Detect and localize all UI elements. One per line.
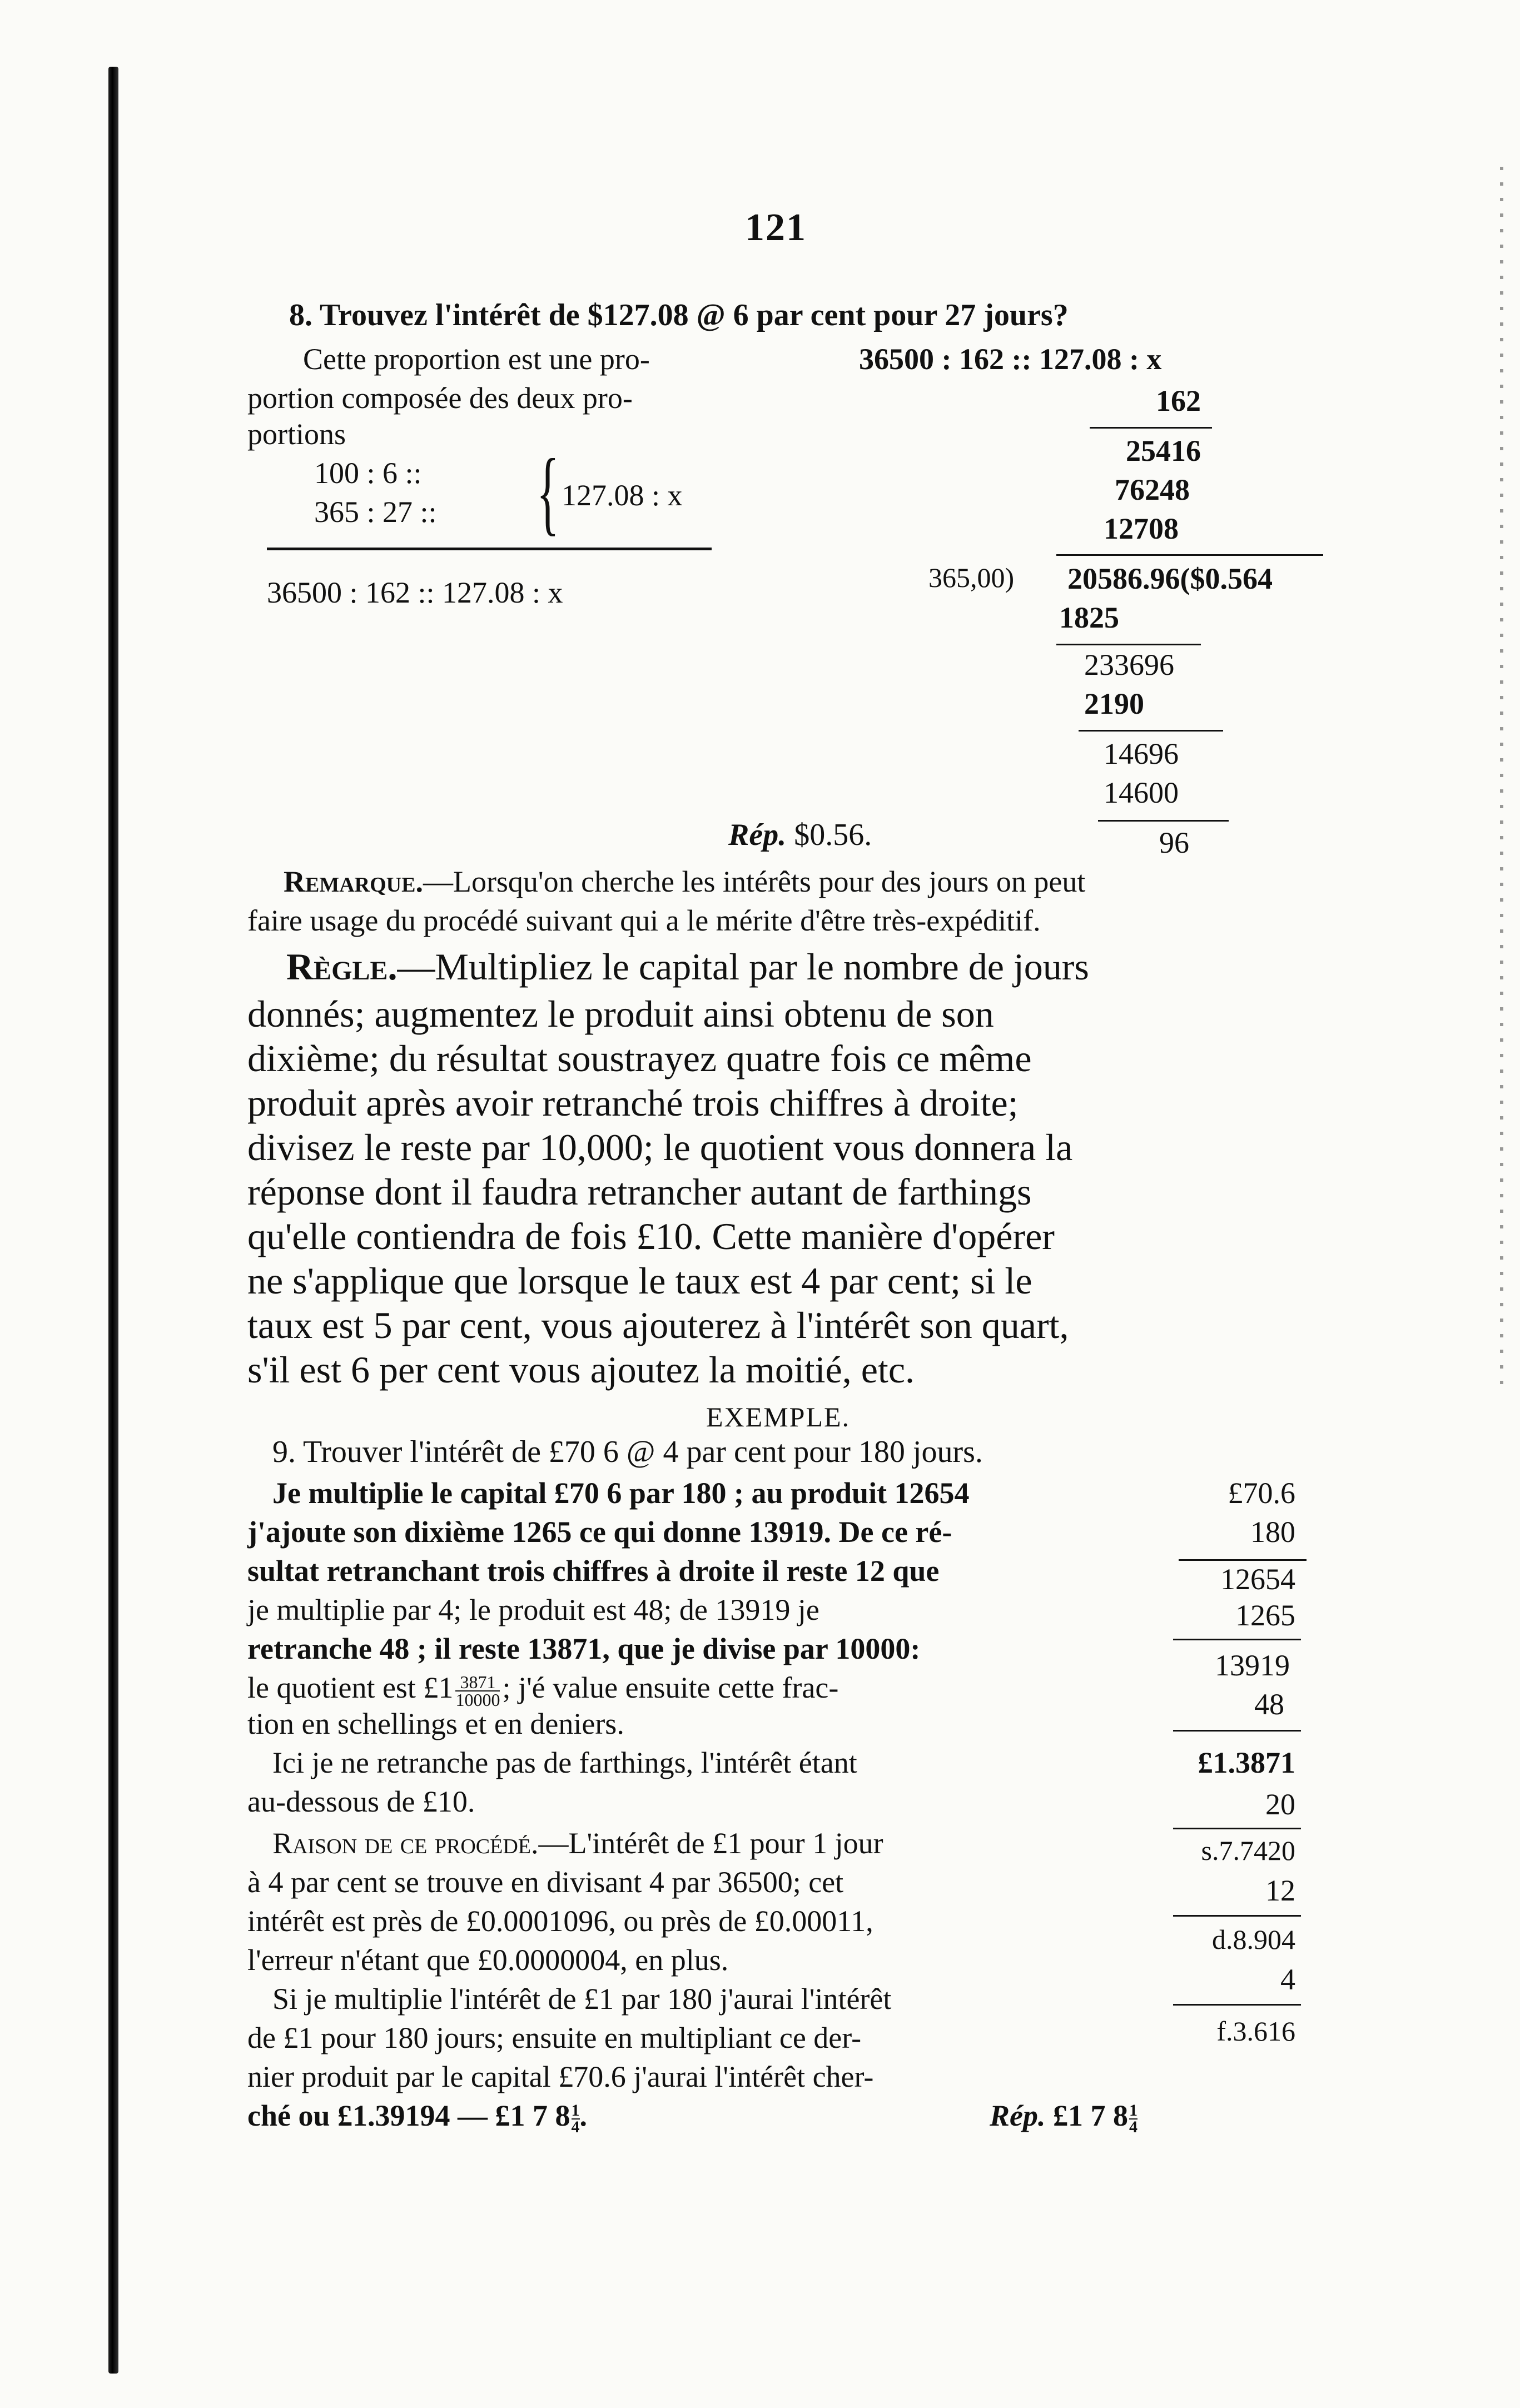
col-f-3-616: f.3.616 <box>1216 2016 1295 2047</box>
division-rule-1 <box>1056 644 1201 645</box>
mult-25416: 25416 <box>1126 434 1201 467</box>
regle-line-6: réponse dont il faudra retrancher autant de farthings <box>247 1171 1032 1213</box>
col-1-3871: £1.3871 <box>1198 1746 1295 1779</box>
problem9-line-1: Je multiplie le capital £70 6 par 180 ; au produit 12654 <box>272 1476 970 1510</box>
quotient-frac-num: 3871 <box>455 1674 500 1691</box>
dividend: 20586.96($0.564 <box>1067 562 1273 595</box>
division-step-1825: 1825 <box>1059 601 1119 634</box>
division-rule-3 <box>1098 820 1229 822</box>
problem8-left-text-2: portion composée des deux pro- <box>247 381 633 415</box>
mult-rule <box>1090 427 1212 429</box>
last-line-fraction <box>572 2103 580 2135</box>
answer-9 <box>990 2098 1137 2135</box>
regle-line-2: donnés; augmentez le produit ainsi obtenu de son <box>247 993 994 1035</box>
proportion-brace-right: 127.08 : x <box>562 479 683 512</box>
regle-label: Règle. <box>286 946 398 988</box>
last-frac-den: 4 <box>571 2117 580 2136</box>
proportion-1: 100 : 6 :: <box>314 456 422 490</box>
raison-line-2: à 4 par cent se trouve en divisant 4 par 36500; cet <box>247 1865 844 1899</box>
raison-text-1: —L'intérêt de £1 pour 1 jour <box>538 1827 883 1860</box>
regle-line-9: taux est 5 par cent, vous ajouterez à l'intérêt son quart, <box>247 1304 1069 1346</box>
col-48: 48 <box>1254 1688 1284 1721</box>
mult-sum-rule <box>1056 554 1323 556</box>
division-step-14696: 14696 <box>1104 737 1179 770</box>
mult-12708: 12708 <box>1104 512 1179 545</box>
col-12654: 12654 <box>1220 1563 1295 1596</box>
quotient-frac-den: 10000 <box>455 1689 500 1710</box>
col-180: 180 <box>1250 1515 1295 1549</box>
problem9-line-6 <box>247 1670 838 1708</box>
problem9-line-7: tion en schellings et en deniers. <box>247 1707 624 1740</box>
right-header-proportion: 36500 : 162 :: 127.08 : x <box>859 342 1162 376</box>
regle-line-4: produit après avoir retranché trois chiffres à droite; <box>247 1082 1019 1124</box>
regle-line-5: divisez le reste par 10,000; le quotient vous donnera la <box>247 1126 1073 1168</box>
regle-text-1: —Multipliez le capital par le nombre de jours <box>397 946 1089 988</box>
regle-line-8: ne s'applique que lorsque le taux est 4 par cent; si le <box>247 1260 1032 1302</box>
problem9-line-2: j'ajoute son dixième 1265 ce qui donne 13919. De ce ré- <box>247 1515 952 1549</box>
problem9-line-5: retranche 48 ; il reste 13871, que je divise par 10000: <box>247 1632 921 1665</box>
proportion-2: 365 : 27 :: <box>314 495 437 529</box>
mult-76248: 76248 <box>1115 473 1190 506</box>
division-remainder: 96 <box>1159 826 1189 859</box>
remarque-line-1 <box>284 864 1085 899</box>
col-12: 12 <box>1265 1874 1295 1907</box>
si-line-1: Si je multiplie l'intérêt de £1 par 180 j'aurai l'intérêt <box>272 1982 892 2016</box>
col-4: 4 <box>1280 1963 1295 1996</box>
col-rule-6 <box>1173 2004 1301 2006</box>
exemple-heading: EXEMPLE. <box>706 1401 851 1432</box>
quotient-text-after: ; j'é value ensuite cette frac- <box>502 1671 839 1704</box>
col-13919: 13919 <box>1215 1649 1290 1682</box>
answer-label-8: Rép. <box>728 818 787 852</box>
page-edge-marks <box>1500 167 1503 1390</box>
remarque-text: —Lorsqu'on cherche les intérêts pour des jours on peut <box>423 865 1086 898</box>
col-rule-1 <box>1179 1559 1307 1561</box>
answer-label-9: Rép. <box>990 2099 1046 2132</box>
last-line-text: ché ou £1.39194 — £1 7 8 <box>247 2099 570 2132</box>
last-line: ché ou £1.39194 — £1 7 8 $\frac{1}{4}$ . <box>247 2099 587 2136</box>
page-number: 121 <box>745 206 807 249</box>
col-70-6: £70.6 <box>1228 1476 1295 1510</box>
raison-line-3: intérêt est près de £0.0001096, ou près de £0.00011, <box>247 1904 873 1938</box>
col-rule-2 <box>1173 1639 1301 1640</box>
col-s-7-7420: s.7.7420 <box>1201 1835 1295 1866</box>
col-d-8-904: d.8.904 <box>1212 1924 1295 1955</box>
raison-label: Raison de ce procédé. <box>272 1827 539 1860</box>
quotient-text: le quotient est £1 <box>247 1671 454 1704</box>
ici-line-2: au-dessous de £10. <box>247 1785 475 1818</box>
answer-fraction-9 <box>1129 2103 1137 2135</box>
last-frac-num: 1 <box>571 2101 580 2120</box>
regle-line-1 <box>286 945 1089 989</box>
col-rule-4 <box>1173 1828 1301 1829</box>
division-step-14600: 14600 <box>1104 776 1179 809</box>
brace-symbol: { <box>537 440 559 544</box>
answer-frac-num: 1 <box>1129 2101 1137 2120</box>
answer-value-8: $0.56. <box>794 818 872 852</box>
problem8-left-text-3: portions <box>247 417 346 451</box>
binding-edge <box>108 67 118 2374</box>
division-step-2190: 2190 <box>1084 687 1144 720</box>
col-20: 20 <box>1265 1788 1295 1821</box>
mult-162: 162 <box>1156 384 1201 417</box>
si-line-2: de £1 pour 180 jours; ensuite en multipliant ce der- <box>247 2021 862 2054</box>
answer-frac-den: 4 <box>1129 2117 1137 2136</box>
answer-value-9: £1 7 8 <box>1053 2099 1128 2132</box>
problem9-question: 9. Trouver l'intérêt de £70 6 @ 4 par cent pour 180 jours. <box>272 1435 983 1469</box>
problem9-line-3: sultat retranchant trois chiffres à droite il reste 12 que <box>247 1554 940 1588</box>
problem9-line-4: je multiplie par 4; le produit est 48; de 13919 je <box>247 1593 819 1626</box>
division-step-233696: 233696 <box>1084 648 1174 681</box>
problem8-left-text-1: Cette proportion est une pro- <box>303 342 650 376</box>
col-rule-5 <box>1173 1915 1301 1917</box>
problem8-question: 8. Trouvez l'intérêt de $127.08 @ 6 par cent pour 27 jours? <box>289 298 1069 332</box>
quotient-fraction <box>455 1671 500 1710</box>
proportion-rule <box>267 548 712 550</box>
ici-line-1: Ici je ne retranche pas de farthings, l'intérêt étant <box>272 1746 857 1779</box>
remarque-label: Remarque. <box>284 865 423 898</box>
raison-line-1 <box>272 1826 883 1860</box>
divisor: 365,00) <box>928 562 1015 593</box>
col-rule-3 <box>1173 1730 1301 1732</box>
regle-line-3: dixième; du résultat soustrayez quatre fois ce même <box>247 1037 1032 1079</box>
raison-line-4: l'erreur n'étant que £0.0000004, en plus. <box>247 1943 729 1977</box>
si-line-3: nier produit par le capital £70.6 j'aurai l'intérêt cher- <box>247 2060 874 2093</box>
regle-line-10: s'il est 6 per cent vous ajoutez la moitié, etc. <box>247 1349 915 1391</box>
proportion-combined: 36500 : 162 :: 127.08 : x <box>267 576 563 609</box>
remarque-line-2: faire usage du procédé suivant qui a le mérite d'être très-expéditif. <box>247 904 1041 937</box>
division-rule-2 <box>1079 730 1223 732</box>
regle-line-7: qu'elle contiendra de fois £10. Cette manière d'opérer <box>247 1215 1055 1257</box>
col-1265: 1265 <box>1235 1599 1295 1632</box>
